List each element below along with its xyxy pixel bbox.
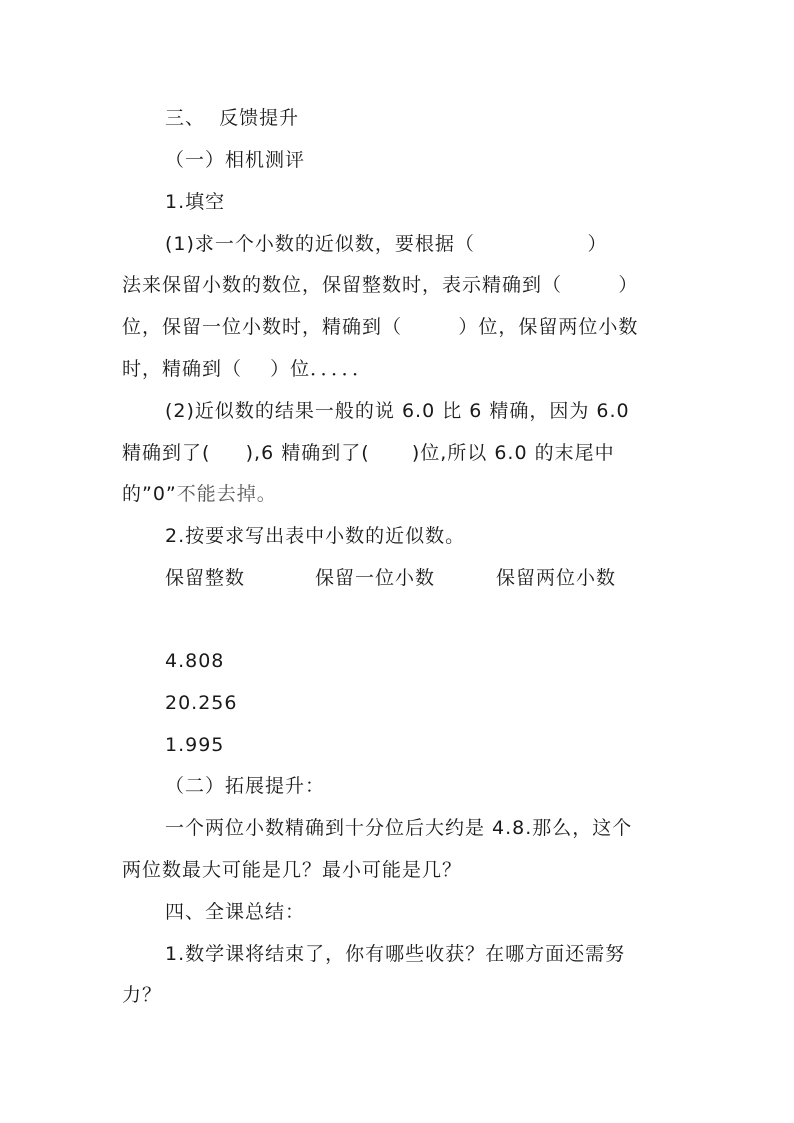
table-header-one-decimal: 保留一位小数	[315, 567, 436, 589]
table-header-two-decimal: 保留两位小数	[496, 567, 617, 589]
question-1-1-line1: (1)求一个小数的近似数，要根据（ ）	[165, 233, 608, 255]
question-1-2-line1: (2)近似数的结果一般的说 6.0 比 6 精确，因为 6.0	[165, 400, 630, 422]
table-row-1-value: 4.808	[165, 650, 225, 672]
question-1-1-line3: 位，保留一位小数时，精确到（ ）位，保留两位小数	[122, 316, 639, 338]
question-1-2-line2: 精确到了( ),6 精确到了( )位,所以 6.0 的末尾中	[122, 442, 615, 464]
subsection-1-heading: （一）相机测评	[165, 149, 306, 171]
extension-question-line1: 一个两位小数精确到十分位后大约是 4.8.那么，这个	[165, 817, 633, 839]
table-row-2-value: 20.256	[165, 692, 238, 714]
extension-question-line2: 两位数最大可能是几？最小可能是几？	[122, 859, 463, 881]
summary-question-line1: 1.数学课将结束了，你有哪些收获？在哪方面还需努	[165, 943, 626, 965]
summary-question-line2: 力？	[122, 984, 163, 1006]
section3-heading: 三、 反馈提升	[165, 107, 300, 129]
table-row-3-value: 1.995	[165, 734, 225, 756]
question-1-1-line2: 法来保留小数的数位，保留整数时，表示精确到（ ）	[122, 274, 639, 296]
quote-zero-text: 的”0”	[122, 483, 177, 505]
section4-heading: 四、全课总结：	[165, 901, 306, 923]
cannot-remove-text: 不能去掉。	[176, 483, 277, 505]
subsection-2-heading: （二）拓展提升：	[165, 775, 326, 797]
table-header-integer: 保留整数	[165, 567, 246, 589]
question-1-2-line3	[122, 482, 277, 506]
question-1-1-line4: 时，精确到（ ）位．．．．．	[122, 358, 373, 380]
question-1-title: 1.填空	[165, 191, 226, 213]
question-2-title: 2.按要求写出表中小数的近似数。	[165, 525, 466, 547]
